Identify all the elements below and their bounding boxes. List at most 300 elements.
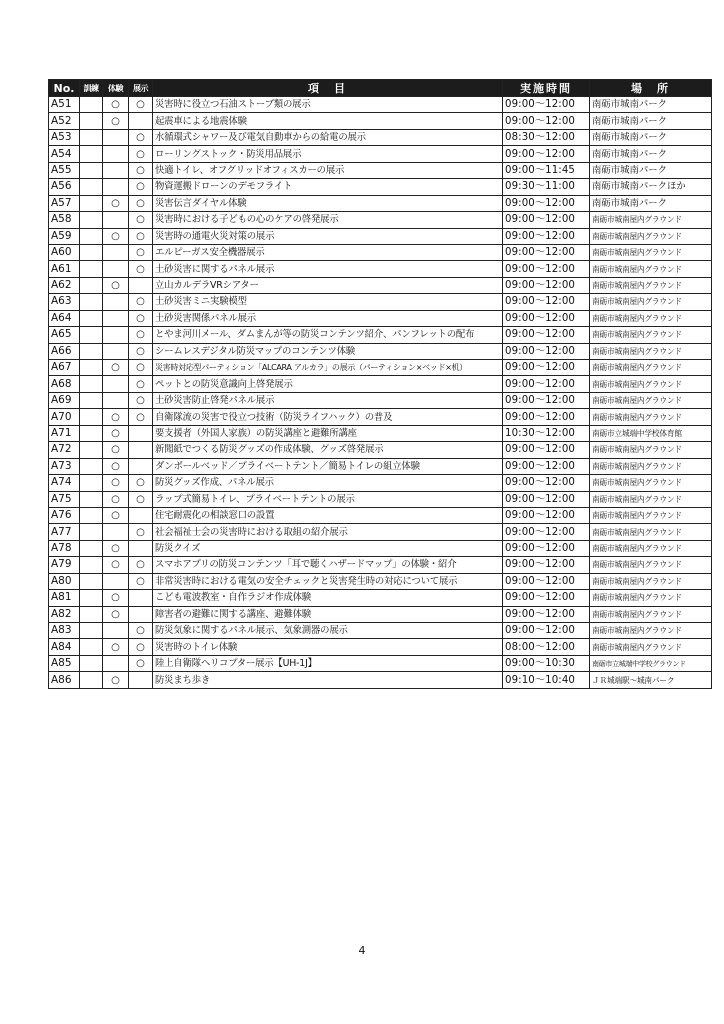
cell-experience-mark: ○ [103, 672, 129, 688]
cell-item: シームレスデジタル防災マップのコンテンツ体験 [153, 343, 503, 359]
cell-item: 災害時における子どもの心のケアの啓発展示 [153, 212, 503, 228]
cell-exhibit-mark: ○ [129, 557, 153, 573]
cell-item: 災害時のトイレ体験 [153, 639, 503, 655]
cell-time: 09:00～12:00 [503, 475, 590, 491]
cell-training-mark [80, 343, 103, 359]
cell-exhibit-mark: ○ [129, 392, 153, 408]
cell-time: 09:00～12:00 [503, 409, 590, 425]
cell-experience-mark [103, 376, 129, 392]
cell-training-mark [80, 195, 103, 211]
cell-no: A60 [49, 244, 80, 260]
cell-exhibit-mark: ○ [129, 655, 153, 671]
cell-training-mark [80, 310, 103, 326]
cell-place: 南砺市城南パーク [590, 113, 712, 129]
cell-exhibit-mark: ○ [129, 623, 153, 639]
table-row [49, 162, 712, 178]
cell-experience-mark [103, 573, 129, 589]
cell-experience-mark [103, 212, 129, 228]
table-row [49, 590, 712, 606]
cell-item: こども電波教室・自作ラジオ作成体験 [153, 590, 503, 606]
cell-training-mark [80, 277, 103, 293]
cell-no: A71 [49, 425, 80, 441]
cell-place: 南砺市城南屋内グラウンド [590, 327, 712, 343]
cell-no: A83 [49, 623, 80, 639]
header-experience: 体験 [103, 80, 129, 97]
cell-item: 土砂災害防止啓発パネル展示 [153, 392, 503, 408]
cell-place: 南砺市城南パーク [590, 146, 712, 162]
cell-item: スマホアプリの防災コンテンツ「耳で聴くハザードマップ」の体験・紹介 [153, 557, 503, 573]
cell-item: 起震車による地震体験 [153, 113, 503, 129]
cell-no: A72 [49, 442, 80, 458]
cell-exhibit-mark: ○ [129, 360, 153, 376]
cell-time: 09:00～12:00 [503, 392, 590, 408]
cell-time: 09:00～12:00 [503, 376, 590, 392]
cell-place: 南砺市城南屋内グラウンド [590, 228, 712, 244]
cell-item: 立山カルデラVRシアター [153, 277, 503, 293]
cell-time: 09:00～12:00 [503, 294, 590, 310]
cell-item: 土砂災害ミニ実験模型 [153, 294, 503, 310]
cell-exhibit-mark [129, 507, 153, 523]
cell-exhibit-mark: ○ [129, 261, 153, 277]
cell-time: 09:00～12:00 [503, 442, 590, 458]
table-row [49, 655, 712, 671]
cell-no: A82 [49, 606, 80, 622]
cell-no: A86 [49, 672, 80, 688]
cell-training-mark [80, 491, 103, 507]
cell-exhibit-mark: ○ [129, 376, 153, 392]
cell-item: 土砂災害に関するパネル展示 [153, 261, 503, 277]
cell-experience-mark: ○ [103, 195, 129, 211]
cell-experience-mark: ○ [103, 491, 129, 507]
cell-time: 09:00～12:00 [503, 310, 590, 326]
table-row [49, 212, 712, 228]
cell-exhibit-mark: ○ [129, 228, 153, 244]
cell-time: 09:00～12:00 [503, 623, 590, 639]
cell-training-mark [80, 129, 103, 145]
table-row [49, 540, 712, 556]
cell-experience-mark: ○ [103, 113, 129, 129]
cell-exhibit-mark [129, 540, 153, 556]
table-row [49, 458, 712, 474]
cell-no: A66 [49, 343, 80, 359]
cell-item: ローリングストック・防災用品展示 [153, 146, 503, 162]
cell-training-mark [80, 392, 103, 408]
cell-training-mark [80, 409, 103, 425]
cell-training-mark [80, 672, 103, 688]
table-row [49, 294, 712, 310]
cell-time: 09:00～12:00 [503, 524, 590, 540]
header-exhibit: 展示 [129, 80, 153, 97]
cell-training-mark [80, 162, 103, 178]
cell-training-mark [80, 590, 103, 606]
cell-no: A62 [49, 277, 80, 293]
cell-time: 09:00～10:30 [503, 655, 590, 671]
cell-no: A78 [49, 540, 80, 556]
cell-exhibit-mark: ○ [129, 491, 153, 507]
cell-training-mark [80, 540, 103, 556]
table-row [49, 277, 712, 293]
table-row [49, 491, 712, 507]
cell-exhibit-mark [129, 672, 153, 688]
cell-training-mark [80, 327, 103, 343]
cell-place: 南砺市城南屋内グラウンド [590, 212, 712, 228]
cell-no: A73 [49, 458, 80, 474]
cell-experience-mark: ○ [103, 458, 129, 474]
cell-place: 南砺市城南屋内グラウンド [590, 606, 712, 622]
cell-item: エルピーガス安全機器展示 [153, 244, 503, 260]
cell-time: 09:00～12:00 [503, 557, 590, 573]
cell-no: A67 [49, 360, 80, 376]
cell-no: A61 [49, 261, 80, 277]
cell-experience-mark: ○ [103, 557, 129, 573]
cell-training-mark [80, 294, 103, 310]
cell-experience-mark: ○ [103, 442, 129, 458]
header-no: No. [49, 80, 80, 97]
cell-experience-mark [103, 294, 129, 310]
cell-no: A74 [49, 475, 80, 491]
cell-no: A58 [49, 212, 80, 228]
cell-experience-mark: ○ [103, 228, 129, 244]
cell-item: 住宅耐震化の相談窓口の設置 [153, 507, 503, 523]
cell-experience-mark: ○ [103, 360, 129, 376]
cell-item: 防災クイズ [153, 540, 503, 556]
cell-no: A76 [49, 507, 80, 523]
cell-item: とやま河川メール、ダムまんが等の防災コンテンツ紹介、パンフレットの配布 [153, 327, 503, 343]
cell-training-mark [80, 475, 103, 491]
table-row [49, 261, 712, 277]
cell-exhibit-mark: ○ [129, 179, 153, 195]
cell-experience-mark [103, 310, 129, 326]
cell-training-mark [80, 573, 103, 589]
cell-time: 09:00～12:00 [503, 261, 590, 277]
cell-training-mark [80, 639, 103, 655]
cell-exhibit-mark: ○ [129, 475, 153, 491]
cell-training-mark [80, 425, 103, 441]
cell-training-mark [80, 179, 103, 195]
cell-place: 南砺市城南屋内グラウンド [590, 244, 712, 260]
cell-place: 南砺市城南屋内グラウンド [590, 294, 712, 310]
cell-no: A85 [49, 655, 80, 671]
cell-place: 南砺市城南屋内グラウンド [590, 360, 712, 376]
cell-experience-mark: ○ [103, 606, 129, 622]
cell-place: ＪＲ城端駅～城南パーク [590, 672, 712, 688]
cell-time: 09:00～12:00 [503, 573, 590, 589]
cell-place: 南砺市城南屋内グラウンド [590, 277, 712, 293]
page-number: 4 [358, 944, 366, 957]
cell-time: 09:00～12:00 [503, 277, 590, 293]
cell-time: 08:00～12:00 [503, 639, 590, 655]
cell-time: 09:00～12:00 [503, 146, 590, 162]
table-row [49, 672, 712, 688]
cell-no: A80 [49, 573, 80, 589]
cell-no: A63 [49, 294, 80, 310]
table-row [49, 129, 712, 145]
cell-training-mark [80, 606, 103, 622]
cell-experience-mark: ○ [103, 475, 129, 491]
table-row [49, 146, 712, 162]
cell-experience-mark [103, 244, 129, 260]
cell-place: 南砺市城南屋内グラウンド [590, 261, 712, 277]
cell-time: 10:30～12:00 [503, 425, 590, 441]
cell-item: 防災気象に関するパネル展示、気象測器の展示 [153, 623, 503, 639]
cell-exhibit-mark: ○ [129, 343, 153, 359]
cell-item: 土砂災害関係パネル展示 [153, 310, 503, 326]
table-row [49, 343, 712, 359]
cell-place: 南砺市城南屋内グラウンド [590, 392, 712, 408]
cell-experience-mark: ○ [103, 409, 129, 425]
cell-training-mark [80, 458, 103, 474]
cell-exhibit-mark [129, 277, 153, 293]
cell-item: 新聞紙でつくる防災グッズの作成体験、グッズ啓発展示 [153, 442, 503, 458]
table-row [49, 195, 712, 211]
cell-no: A75 [49, 491, 80, 507]
cell-time: 08:30～12:00 [503, 129, 590, 145]
cell-place: 南砺市城南屋内グラウンド [590, 491, 712, 507]
cell-training-mark [80, 623, 103, 639]
cell-exhibit-mark: ○ [129, 524, 153, 540]
cell-training-mark [80, 507, 103, 523]
cell-experience-mark [103, 179, 129, 195]
cell-item: 防災まち歩き [153, 672, 503, 688]
cell-item: 陸上自衛隊ヘリコプター展示【UH-1J】 [153, 655, 503, 671]
cell-place: 南砺市城南屋内グラウンド [590, 475, 712, 491]
table-row [49, 360, 712, 376]
table-row [49, 475, 712, 491]
cell-exhibit-mark [129, 425, 153, 441]
cell-exhibit-mark: ○ [129, 195, 153, 211]
cell-no: A68 [49, 376, 80, 392]
cell-time: 09:00～12:00 [503, 343, 590, 359]
cell-training-mark [80, 212, 103, 228]
cell-time: 09:30～11:00 [503, 179, 590, 195]
cell-training-mark [80, 376, 103, 392]
cell-no: A56 [49, 179, 80, 195]
cell-exhibit-mark: ○ [129, 639, 153, 655]
table-row [49, 524, 712, 540]
table-row [49, 409, 712, 425]
cell-item: ダンボールベッド／プライベートテント／簡易トイレの組立体験 [153, 458, 503, 474]
table-row [49, 244, 712, 260]
table-row [49, 392, 712, 408]
cell-place: 南砺市城南屋内グラウンド [590, 540, 712, 556]
cell-time: 09:00～12:00 [503, 97, 590, 113]
cell-place: 南砺市城南屋内グラウンド [590, 442, 712, 458]
cell-time: 09:00～11:45 [503, 162, 590, 178]
cell-training-mark [80, 261, 103, 277]
cell-exhibit-mark [129, 606, 153, 622]
cell-place: 南砺市城南パーク [590, 162, 712, 178]
cell-exhibit-mark [129, 113, 153, 129]
cell-time: 09:00～12:00 [503, 327, 590, 343]
cell-place: 南砺市立城端中学校体育館 [590, 425, 712, 441]
cell-no: A51 [49, 97, 80, 113]
cell-training-mark [80, 655, 103, 671]
cell-item: 災害時対応型パーティション「ALCARA アルカラ」の展示（パーティション×ベッド×机） [153, 360, 503, 376]
cell-item: 障害者の避難に関する講座、避難体験 [153, 606, 503, 622]
cell-place: 南砺市城南屋内グラウンド [590, 310, 712, 326]
cell-place: 南砺市城南屋内グラウンド [590, 524, 712, 540]
table-row [49, 573, 712, 589]
cell-place: 南砺市城南屋内グラウンド [590, 343, 712, 359]
cell-exhibit-mark: ○ [129, 327, 153, 343]
table-header-row [49, 80, 712, 97]
cell-training-mark [80, 557, 103, 573]
cell-experience-mark [103, 261, 129, 277]
table-row [49, 228, 712, 244]
cell-no: A59 [49, 228, 80, 244]
cell-item: 水循環式シャワー及び電気自動車からの給電の展示 [153, 129, 503, 145]
header-training: 訓練 [80, 80, 103, 97]
cell-no: A55 [49, 162, 80, 178]
cell-no: A52 [49, 113, 80, 129]
cell-no: A81 [49, 590, 80, 606]
event-table [48, 79, 712, 689]
table-body [49, 97, 712, 689]
cell-exhibit-mark: ○ [129, 409, 153, 425]
cell-place: 南砺市城南パーク [590, 97, 712, 113]
cell-experience-mark: ○ [103, 590, 129, 606]
cell-training-mark [80, 442, 103, 458]
cell-experience-mark: ○ [103, 425, 129, 441]
cell-time: 09:00～12:00 [503, 458, 590, 474]
cell-place: 南砺市城南屋内グラウンド [590, 557, 712, 573]
cell-experience-mark [103, 343, 129, 359]
cell-exhibit-mark [129, 590, 153, 606]
cell-time: 09:00～12:00 [503, 212, 590, 228]
cell-place: 南砺市城南屋内グラウンド [590, 590, 712, 606]
cell-no: A69 [49, 392, 80, 408]
table-row [49, 376, 712, 392]
cell-experience-mark [103, 623, 129, 639]
cell-no: A84 [49, 639, 80, 655]
cell-item: 物資運搬ドローンのデモフライト [153, 179, 503, 195]
cell-place: 南砺市城南屋内グラウンド [590, 507, 712, 523]
cell-item: 災害時の通電火災対策の展示 [153, 228, 503, 244]
cell-experience-mark [103, 524, 129, 540]
cell-item: 災害伝言ダイヤル体験 [153, 195, 503, 211]
cell-place: 南砺市城南パーク [590, 129, 712, 145]
table-row [49, 442, 712, 458]
table-row [49, 113, 712, 129]
cell-time: 09:00～12:00 [503, 195, 590, 211]
cell-item: 自衛隊流の災害で役立つ技術（防災ライフハック）の普及 [153, 409, 503, 425]
cell-exhibit-mark: ○ [129, 573, 153, 589]
schedule-sheet [48, 79, 711, 689]
cell-experience-mark [103, 162, 129, 178]
cell-no: A79 [49, 557, 80, 573]
table-row [49, 557, 712, 573]
cell-place: 南砺市城南パークほか [590, 179, 712, 195]
cell-time: 09:00～12:00 [503, 540, 590, 556]
cell-place: 南砺市城南屋内グラウンド [590, 623, 712, 639]
cell-time: 09:00～12:00 [503, 228, 590, 244]
cell-experience-mark [103, 655, 129, 671]
cell-no: A65 [49, 327, 80, 343]
cell-item: 社会福祉士会の災害時における取組の紹介展示 [153, 524, 503, 540]
cell-no: A53 [49, 129, 80, 145]
cell-training-mark [80, 360, 103, 376]
cell-training-mark [80, 244, 103, 260]
cell-place: 南砺市城南屋内グラウンド [590, 376, 712, 392]
cell-no: A54 [49, 146, 80, 162]
cell-item: 災害時に役立つ石油ストーブ類の展示 [153, 97, 503, 113]
cell-exhibit-mark: ○ [129, 212, 153, 228]
cell-experience-mark: ○ [103, 639, 129, 655]
table-row [49, 179, 712, 195]
cell-place: 南砺市城南パーク [590, 195, 712, 211]
table-row [49, 623, 712, 639]
cell-experience-mark: ○ [103, 540, 129, 556]
table-row [49, 327, 712, 343]
cell-time: 09:00～12:00 [503, 606, 590, 622]
cell-exhibit-mark: ○ [129, 129, 153, 145]
cell-experience-mark: ○ [103, 97, 129, 113]
cell-experience-mark [103, 392, 129, 408]
cell-time: 09:00～12:00 [503, 360, 590, 376]
table-row [49, 97, 712, 113]
cell-training-mark [80, 113, 103, 129]
cell-exhibit-mark: ○ [129, 310, 153, 326]
cell-place: 南砺市城南屋内グラウンド [590, 639, 712, 655]
cell-time: 09:00～12:00 [503, 491, 590, 507]
cell-exhibit-mark: ○ [129, 97, 153, 113]
cell-exhibit-mark [129, 458, 153, 474]
cell-place: 南砺市城南屋内グラウンド [590, 458, 712, 474]
cell-training-mark [80, 146, 103, 162]
header-place: 場 所 [590, 80, 712, 97]
cell-experience-mark: ○ [103, 507, 129, 523]
cell-place: 南砺市城南屋内グラウンド [590, 409, 712, 425]
table-row [49, 639, 712, 655]
cell-experience-mark: ○ [103, 277, 129, 293]
cell-training-mark [80, 524, 103, 540]
header-item: 項 目 [153, 80, 503, 97]
cell-time: 09:00～12:00 [503, 590, 590, 606]
table-row [49, 310, 712, 326]
cell-no: A77 [49, 524, 80, 540]
cell-no: A57 [49, 195, 80, 211]
cell-item: 要支援者（外国人家族）の防災講座と避難所講座 [153, 425, 503, 441]
cell-exhibit-mark: ○ [129, 244, 153, 260]
cell-time: 09:10～10:40 [503, 672, 590, 688]
cell-exhibit-mark [129, 442, 153, 458]
header-time: 実施時間 [503, 80, 590, 97]
cell-item: ラップ式簡易トイレ、プライベートテントの展示 [153, 491, 503, 507]
cell-no: A70 [49, 409, 80, 425]
cell-time: 09:00～12:00 [503, 113, 590, 129]
cell-training-mark [80, 97, 103, 113]
cell-item: ペットとの防災意識向上啓発展示 [153, 376, 503, 392]
cell-experience-mark [103, 129, 129, 145]
cell-no: A64 [49, 310, 80, 326]
table-row [49, 606, 712, 622]
cell-exhibit-mark: ○ [129, 294, 153, 310]
cell-time: 09:00～12:00 [503, 244, 590, 260]
cell-exhibit-mark: ○ [129, 146, 153, 162]
table-row [49, 425, 712, 441]
cell-item: 快適トイレ、オフグリッドオフィスカーの展示 [153, 162, 503, 178]
cell-training-mark [80, 228, 103, 244]
cell-exhibit-mark: ○ [129, 162, 153, 178]
cell-experience-mark [103, 327, 129, 343]
cell-item: 防災グッズ作成、パネル展示 [153, 475, 503, 491]
cell-experience-mark [103, 146, 129, 162]
cell-place: 南砺市立城端中学校グラウンド [590, 655, 712, 671]
table-row [49, 507, 712, 523]
cell-place: 南砺市城南屋内グラウンド [590, 573, 712, 589]
cell-item: 非常災害時における電気の安全チェックと災害発生時の対応について展示 [153, 573, 503, 589]
cell-time: 09:00～12:00 [503, 507, 590, 523]
